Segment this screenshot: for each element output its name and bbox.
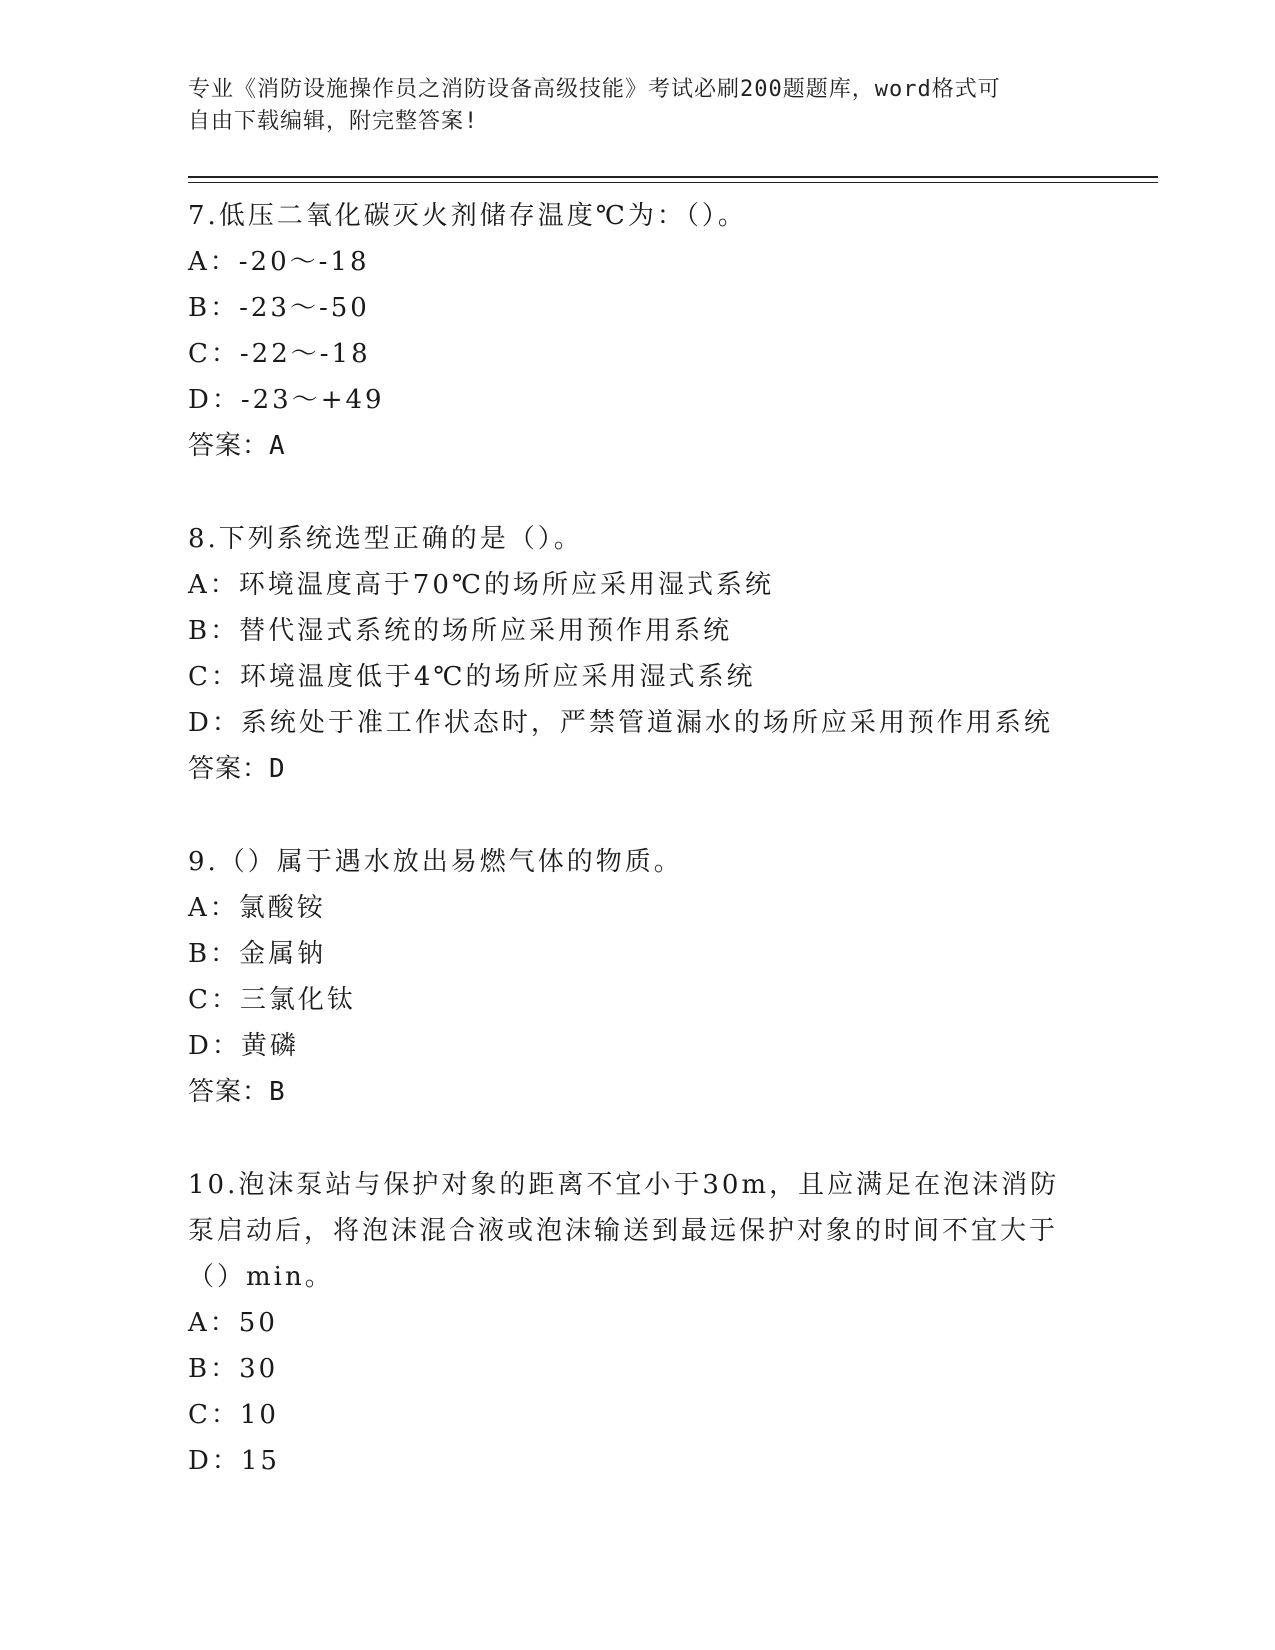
question-10 bbox=[188, 1162, 1088, 1484]
question-8 bbox=[188, 516, 1088, 792]
option-c: C：三氯化钛 bbox=[188, 985, 356, 1015]
option-d: D：-23～+49 bbox=[188, 385, 385, 415]
option-c: C：环境温度低于4℃的场所应采用湿式系统 bbox=[188, 662, 756, 692]
question-list bbox=[188, 193, 1088, 1531]
question-7 bbox=[188, 193, 1088, 469]
header-divider-thin bbox=[188, 182, 1158, 183]
question-answer: 答案：B bbox=[188, 1077, 286, 1107]
question-stem: 7.低压二氧化碳灭火剂储存温度℃为：（）。 bbox=[188, 201, 747, 231]
option-d: D：黄磷 bbox=[188, 1031, 299, 1061]
question-stem: 10.泡沫泵站与保护对象的距离不宜小于30m，且应满足在泡沫消防泵启动后，将泡沫混合液或泡沫输送到最远保护对象的时间不宜大于（）min。 bbox=[188, 1170, 1060, 1292]
option-a: A：氯酸铵 bbox=[188, 893, 326, 923]
header-line-1: 专业《消防设施操作员之消防设备高级技能》考试必刷200题题库，word格式可 bbox=[188, 77, 1001, 102]
option-b: B：-23～-50 bbox=[188, 293, 370, 323]
option-d: D：系统处于准工作状态时，严禁管道漏水的场所应采用预作用系统 bbox=[188, 708, 1053, 738]
option-c: C：10 bbox=[188, 1400, 279, 1430]
document-header bbox=[188, 74, 1068, 138]
option-d: D：15 bbox=[188, 1446, 280, 1476]
option-b: B：30 bbox=[188, 1354, 279, 1384]
option-a: A：-20～-18 bbox=[188, 247, 370, 277]
option-b: B：替代湿式系统的场所应采用预作用系统 bbox=[188, 616, 733, 646]
question-9 bbox=[188, 839, 1088, 1115]
header-divider bbox=[188, 176, 1158, 178]
option-c: C：-22～-18 bbox=[188, 339, 371, 369]
question-stem: 8.下列系统选型正确的是（）。 bbox=[188, 524, 583, 554]
option-b: B：金属钠 bbox=[188, 939, 327, 969]
header-line-2: 自由下载编辑，附完整答案! bbox=[188, 109, 479, 134]
question-answer: 答案：A bbox=[188, 431, 286, 461]
question-answer: 答案：D bbox=[188, 754, 286, 784]
option-a: A：环境温度高于70℃的场所应采用湿式系统 bbox=[188, 570, 774, 600]
option-a: A：50 bbox=[188, 1308, 278, 1338]
question-stem: 9.（）属于遇水放出易燃气体的物质。 bbox=[188, 847, 683, 877]
